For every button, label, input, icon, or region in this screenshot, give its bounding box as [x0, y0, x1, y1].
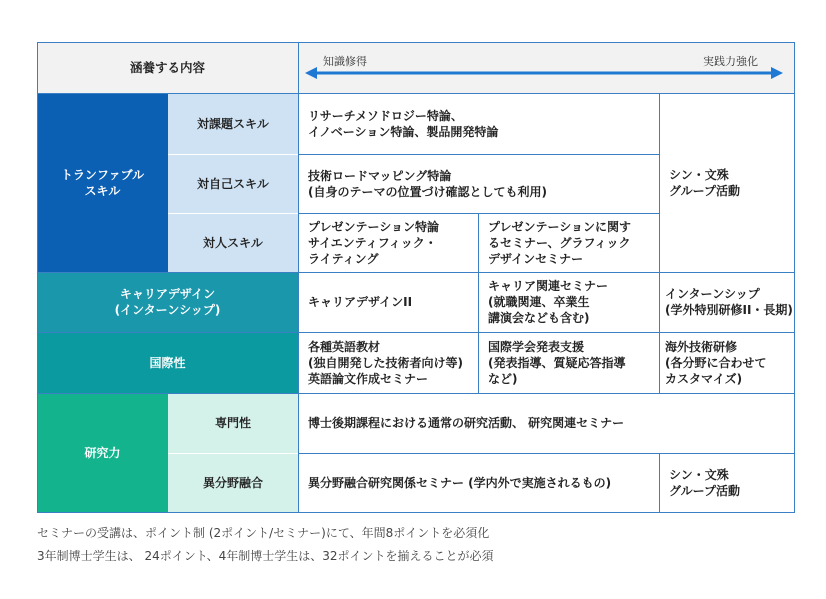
border-line	[659, 93, 660, 393]
subcategory-interdisciplinary: 異分野融合	[168, 453, 298, 513]
divider	[168, 213, 298, 214]
cell-self: 技術ロードマッピング特論 (自身のテーマの位置づけ確認としても利用)	[308, 168, 547, 199]
cell-international-2: 国際学会発表支援 (発表指導、質疑応答指導 など)	[488, 339, 626, 386]
subcategory-interpersonal: 対人スキル	[168, 213, 298, 272]
note-line-1: セミナーの受講は、ポイント制 (2ポイント/セミナー)にて、年間8ポイントを必須化	[37, 526, 490, 540]
border-line	[794, 42, 795, 513]
border-line	[298, 154, 659, 155]
divider	[168, 453, 298, 454]
subcategory-self: 対自己スキル	[168, 154, 298, 213]
category-research: 研究力	[37, 393, 168, 513]
border-line	[298, 42, 299, 513]
border-line	[37, 93, 794, 94]
border-line	[37, 393, 794, 394]
cell-career-2: キャリア関連セミナー (就職関連、卒業生 講演会なども含む)	[488, 279, 609, 325]
table-header-title-cell	[37, 42, 298, 93]
cell-international-1: 各種英語教材 (独自開発した技術者向け等) 英語論文作成セミナー	[308, 339, 463, 386]
cell-interpersonal-2: プレゼンテーションに関す るセミナー、グラフィック デザインセミナー	[488, 219, 632, 266]
cell-interpersonal-1: プレゼンテーション特論 サイエンティフィック・ ライティング	[308, 219, 440, 266]
table-header-title: 涵養する内容	[129, 59, 205, 75]
border-line	[37, 512, 794, 513]
subcategory-specialty: 専門性	[168, 393, 298, 453]
border-line	[659, 453, 660, 513]
cell-interdisciplinary-group: シン・文殊 グループ活動	[669, 468, 741, 498]
cell-international-3: 海外技術研修 (各分野に合わせて カスタマイズ)	[665, 339, 767, 386]
border-line	[298, 453, 794, 454]
axis-label-left: 知識修得	[323, 55, 367, 68]
double-arrow-icon	[305, 66, 783, 80]
category-international: 国際性	[37, 332, 298, 393]
axis-label-right: 実践力強化	[703, 55, 758, 68]
cell-interdisciplinary: 異分野融合研究関係セミナー (学内外で実施されるもの)	[308, 476, 612, 490]
cell-transferable-group: シン・文殊 グループ活動	[669, 167, 741, 198]
cell-task: リサーチメソドロジー特論、 イノベーション特論、製品開発特論	[308, 108, 499, 139]
cell-career-3: インターンシップ (学外特別研修II・長期)	[665, 287, 793, 317]
border-line	[37, 42, 794, 43]
category-career: キャリアデザイン (インターンシップ)	[37, 272, 298, 332]
cell-specialty: 博士後期課程における通常の研究活動、 研究関連セミナー	[308, 416, 625, 430]
category-transferable: トランファブル スキル	[37, 93, 168, 272]
border-line	[478, 213, 479, 393]
note-line-2: 3年制博士学生は、 24ポイント、4年制博士学生は、32ポイントを揃えることが必須	[37, 549, 494, 563]
border-line	[37, 42, 38, 513]
border-line	[37, 272, 794, 273]
cell-career-1: キャリアデザインII	[308, 295, 413, 309]
subcategory-task: 対課題スキル	[168, 93, 298, 154]
border-line	[37, 332, 794, 333]
divider	[168, 154, 298, 155]
